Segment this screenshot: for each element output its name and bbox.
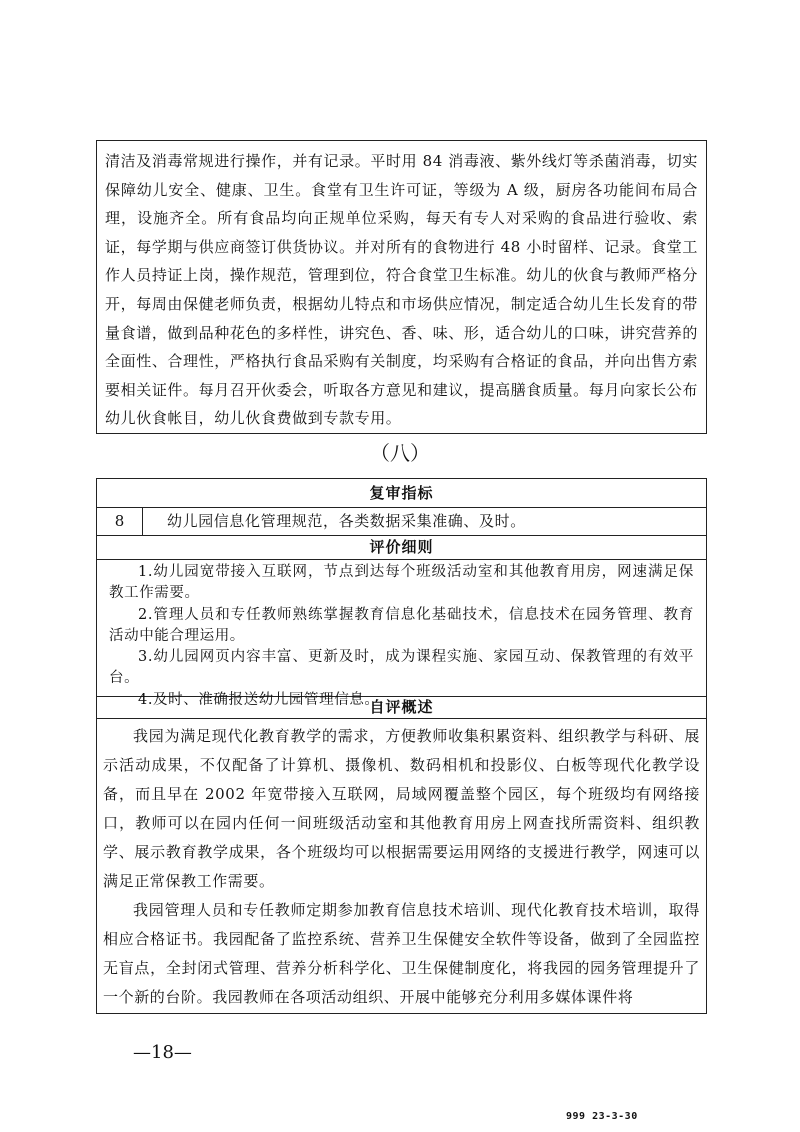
criteria-header: 评价细则 — [97, 536, 706, 560]
criteria-item: 1.幼儿园宽带接入互联网，节点到达每个班级活动室和其他教育用房，网速满足保教工作需要。 — [109, 564, 694, 602]
self-eval-header: 自评概述 — [97, 697, 706, 719]
section-heading: （八） — [370, 441, 430, 465]
indicator-row — [97, 508, 706, 536]
self-eval-paragraph: 我园管理人员和专任教师定期参加教育信息技术培训、现代化教育技术培训，取得相应合格证书。我园配备了监控系统、营养卫生保健安全软件等设备，做到了全园监控无盲点，全封闭式管理、营养分析科学化、卫生保健制度化，将我园的园务管理提升了一个新的台阶。我园教师在各项活动组织、开展中能够充分利用多媒体课件将 — [103, 901, 700, 1006]
continuation-text: 清洁及消毒常规进行操作，并有记录。平时用 84 消毒液、紫外线灯等杀菌消毒，切实保障幼儿安全、健康、卫生。食堂有卫生许可证，等级为 A 级，厨房各功能间布局合理，设施齐全。所有食品均向正规单位采购，每天有专人对采购的食品进行验收、索证，每学期与供应商签订供货协议。并对所有的食物进行 48 小时留样、记录。食堂工作人员持证上岗，操作规范，管理到位，符合食堂卫生标准。幼儿的伙食与教师严格分开，每周由保健老师负责，根据幼儿特点和市场供应情况，制定适合幼儿生长发育的带量食谱，做到品种花色的多样性，讲究色、香、味、形，适合幼儿的口味，讲究营养的全面性、合理性，严格执行食品采购有关制度，均采购有合格证的食品，并向出售方索要相关证件。每月召开伙委会，听取各方意见和建议，提高膳食质量。每月向家长公布幼儿伙食帐目，幼儿伙食费做到专款专用。 — [105, 152, 698, 428]
continuation-box — [96, 140, 707, 434]
self-eval-paragraph: 我园为满足现代化教育教学的需求，方便教师收集积累资料、组织教学与科研、展示活动成果，不仅配备了计算机、摄像机、数码相机和投影仪、白板等现代化教学设备，而且早在 2002 年宽带接入互联网，局域网覆盖整个园区，每个班级均有网络接口，教师可以在园内任何一间班级活动室和其他教育用房上网查找所需资料、组织教学、展示教育教学成果，各个班级均可以根据需要运用网络的支援进行教学，网速可以满足正常保教工作需要。 — [103, 727, 700, 890]
review-indicator-header: 复审指标 — [97, 479, 706, 508]
review-table — [96, 478, 707, 1014]
criteria-item: 4.及时、准确报送幼儿园管理信息。 — [138, 691, 380, 708]
self-eval-body — [97, 719, 706, 1015]
print-stamp: 999 23-3-30 — [566, 1111, 638, 1122]
criteria-item: 3.幼儿园网页内容丰富、更新及时，成为课程实施、家园互动、保教管理的有效平台。 — [109, 649, 694, 687]
indicator-text: 幼儿园信息化管理规范，各类数据采集准确、及时。 — [167, 512, 526, 530]
criteria-item: 2.管理人员和专任教师熟练掌握教育信息化基础技术，信息技术在园务管理、教育活动中能合理运用。 — [109, 606, 694, 644]
indicator-number: 8 — [97, 508, 143, 535]
page-number: —18— — [133, 1042, 192, 1063]
